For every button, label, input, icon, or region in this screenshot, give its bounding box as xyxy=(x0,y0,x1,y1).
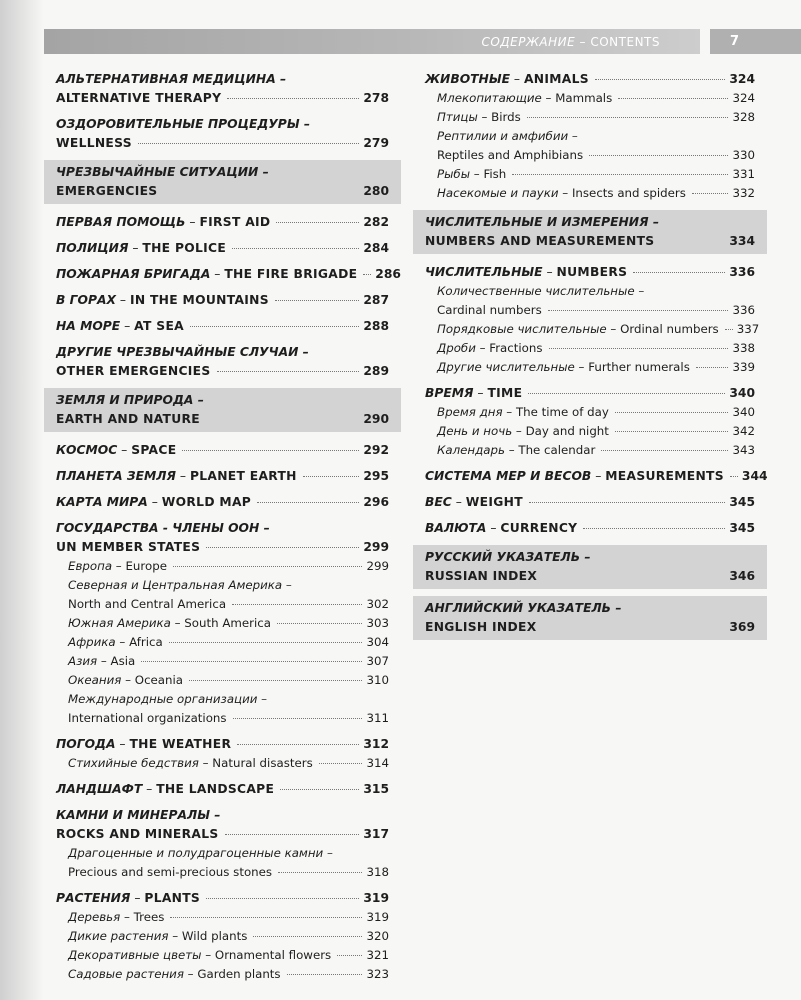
toc-entry-space[interactable]: КОСМОС – SPACE 292 xyxy=(56,443,389,457)
toc-sub-cardinal-ru[interactable]: Количественные числительные – xyxy=(437,284,645,298)
toc-sub-fractions[interactable]: Дроби – Fractions 338 xyxy=(437,341,755,355)
toc-section-english-index[interactable]: АНГЛИЙСКИЙ УКАЗАТЕЛЬ – ENGLISH INDEX 369 xyxy=(413,596,767,640)
toc-sub-calendar[interactable]: Календарь – The calendar 343 xyxy=(437,443,755,457)
toc-entry-animals[interactable]: ЖИВОТНЫЕ – ANIMALS 324 Млекопитающие – Mammals 324 Птицы – Birds 328 Рептилии и амфибии – Reptiles and Amphibians 330 Рыбы – Fish 331 Насекомые и пауки – Insects and spiders 332 xyxy=(413,70,767,203)
toc-entry-other-emergencies[interactable]: ДРУГИЕ ЧРЕЗВЫЧАЙНЫЕ СЛУЧАИ – OTHER EMERGENCIES 289 xyxy=(56,345,389,378)
toc-sub-wild-plants[interactable]: Дикие растения – Wild plants 320 xyxy=(68,929,389,943)
toc-entry-weight[interactable]: ВЕС – WEIGHT 345 xyxy=(425,495,755,509)
toc-sub-reptiles[interactable]: Reptiles and Amphibians 330 xyxy=(437,148,755,162)
toc-sub-garden-plants[interactable]: Садовые растения – Garden plants 323 xyxy=(68,967,389,981)
toc-column-right xyxy=(413,70,767,647)
toc-entry-alternative-therapy[interactable]: АЛЬТЕРНАТИВНАЯ МЕДИЦИНА – ALTERNATIVE THERAPY 278 xyxy=(56,72,389,105)
toc-sub-insects[interactable]: Насекомые и пауки – Insects and spiders 332 xyxy=(437,186,755,200)
toc-sub-europe[interactable]: Европа – Europe 299 xyxy=(68,559,389,573)
header-title-ru: СОДЕРЖАНИЕ xyxy=(481,34,576,49)
toc-sub-ordinal[interactable]: Порядковые числительные – Ordinal numbers 337 xyxy=(437,322,760,336)
header-title-en: CONTENTS xyxy=(590,34,660,49)
toc-entry-weather[interactable]: ПОГОДА – THE WEATHER 312 Стихийные бедствия – Natural disasters 314 xyxy=(44,735,401,773)
toc-sub-mammals[interactable]: Млекопитающие – Mammals 324 xyxy=(437,91,755,105)
toc-entry-landscape[interactable]: ЛАНДШАФТ – THE LANDSCAPE 315 xyxy=(56,782,389,796)
toc-sub-north-america-ru[interactable]: Северная и Центральная Америка – xyxy=(68,578,292,592)
page-gutter-shadow xyxy=(0,0,44,1000)
toc-sub-cardinal[interactable]: Cardinal numbers 336 xyxy=(437,303,755,317)
toc-entry-first-aid[interactable]: ПЕРВАЯ ПОМОЩЬ – FIRST AID 282 xyxy=(56,215,389,229)
toc-sub-ornamental-flowers[interactable]: Декоративные цветы – Ornamental flowers 321 xyxy=(68,948,389,962)
toc-sub-oceania[interactable]: Океания – Oceania 310 xyxy=(68,673,389,687)
toc-sub-stones[interactable]: Precious and semi-precious stones 318 xyxy=(68,865,389,879)
toc-sub-reptiles-ru[interactable]: Рептилии и амфибии – xyxy=(437,129,578,143)
toc-entry-police[interactable]: ПОЛИЦИЯ – THE POLICE 284 xyxy=(56,241,389,255)
toc-sub-asia[interactable]: Азия – Asia 307 xyxy=(68,654,389,668)
toc-sub-birds[interactable]: Птицы – Birds 328 xyxy=(437,110,755,124)
toc-sub-time-of-day[interactable]: Время дня – The time of day 340 xyxy=(437,405,755,419)
toc-section-earth-nature[interactable]: ЗЕМЛЯ И ПРИРОДА – EARTH AND NATURE 290 xyxy=(44,388,401,432)
toc-entry-world-map[interactable]: КАРТА МИРА – WORLD MAP 296 xyxy=(56,495,389,509)
toc-entry-time[interactable]: ВРЕМЯ – TIME 340 Время дня – The time of day 340 День и ночь – Day and night 342 Календарь – The calendar 343 xyxy=(413,384,767,460)
toc-sub-intl-orgs-ru[interactable]: Международные организации – xyxy=(68,692,268,706)
toc-entry-currency[interactable]: ВАЛЮТА – CURRENCY 345 xyxy=(425,521,755,535)
toc-sub-south-america[interactable]: Южная Америка – South America 303 xyxy=(68,616,389,630)
toc-sub-fish[interactable]: Рыбы – Fish 331 xyxy=(437,167,755,181)
toc-sub-north-america[interactable]: North and Central America 302 xyxy=(68,597,389,611)
toc-entry-fire-brigade[interactable]: ПОЖАРНАЯ БРИГАДА – THE FIRE BRIGADE 286 xyxy=(56,267,401,281)
toc-entry-wellness[interactable]: ОЗДОРОВИТЕЛЬНЫЕ ПРОЦЕДУРЫ – WELLNESS 279 xyxy=(56,117,389,150)
toc-entry-mountains[interactable]: В ГОРАХ – IN THE MOUNTAINS 287 xyxy=(56,293,389,307)
toc-sub-africa[interactable]: Африка – Africa 304 xyxy=(68,635,389,649)
toc-sub-intl-orgs[interactable]: International organizations 311 xyxy=(68,711,389,725)
toc-section-numbers-measurements[interactable]: ЧИСЛИТЕЛЬНЫЕ И ИЗМЕРЕНИЯ – NUMBERS AND MEASUREMENTS 334 xyxy=(413,210,767,254)
toc-entry-at-sea[interactable]: НА МОРЕ – AT SEA 288 xyxy=(56,319,389,333)
toc-entry-measurements[interactable]: СИСТЕМА МЕР И ВЕСОВ – MEASUREMENTS 344 xyxy=(425,469,768,483)
running-header xyxy=(44,29,700,54)
toc-sub-day-night[interactable]: День и ночь – Day and night 342 xyxy=(437,424,755,438)
toc-entry-plants[interactable]: РАСТЕНИЯ – PLANTS 319 Деревья – Trees 319 Дикие растения – Wild plants 320 Декоративные цветы – Ornamental flowers 321 Садовые растения – Garden plants 323 xyxy=(44,889,401,984)
toc-sub-further-numerals[interactable]: Другие числительные – Further numerals 339 xyxy=(437,360,755,374)
toc-section-emergencies[interactable]: ЧРЕЗВЫЧАЙНЫЕ СИТУАЦИИ – EMERGENCIES 280 xyxy=(44,160,401,204)
toc-entry-planet-earth[interactable]: ПЛАНЕТА ЗЕМЛЯ – PLANET EARTH 295 xyxy=(56,469,389,483)
toc-entry-un-member-states[interactable]: ГОСУДАРСТВА - ЧЛЕНЫ ООН – UN MEMBER STATES 299 Европа – Europe 299 Северная и Центральная Америка – North and Central America 302 Южная Америка – South America 303 Африка – Africa 304 Азия – Asia 307 Океания – Oceania 310 Международные организации – International organizations 311 xyxy=(44,519,401,728)
toc-column-left xyxy=(44,70,401,991)
toc-entry-rocks-minerals[interactable]: КАМНИ И МИНЕРАЛЫ – ROCKS AND MINERALS 317 Драгоценные и полудрагоценные камни – Precious and semi-precious stones 318 xyxy=(44,806,401,882)
toc-entry-numbers[interactable]: ЧИСЛИТЕЛЬНЫЕ – NUMBERS 336 Количественные числительные – Cardinal numbers 336 Порядковые числительные – Ordinal numbers 337 Дроби – Fractions 338 Другие числительные – Further numerals 339 xyxy=(413,263,767,377)
toc-section-russian-index[interactable]: РУССКИЙ УКАЗАТЕЛЬ – RUSSIAN INDEX 346 xyxy=(413,545,767,589)
page-number: 7 xyxy=(710,29,801,54)
toc-sub-natural-disasters[interactable]: Стихийные бедствия – Natural disasters 314 xyxy=(68,756,389,770)
header-title-sep: – xyxy=(575,34,591,49)
toc-sub-stones-ru[interactable]: Драгоценные и полудрагоценные камни – xyxy=(68,846,333,860)
toc-sub-trees[interactable]: Деревья – Trees 319 xyxy=(68,910,389,924)
